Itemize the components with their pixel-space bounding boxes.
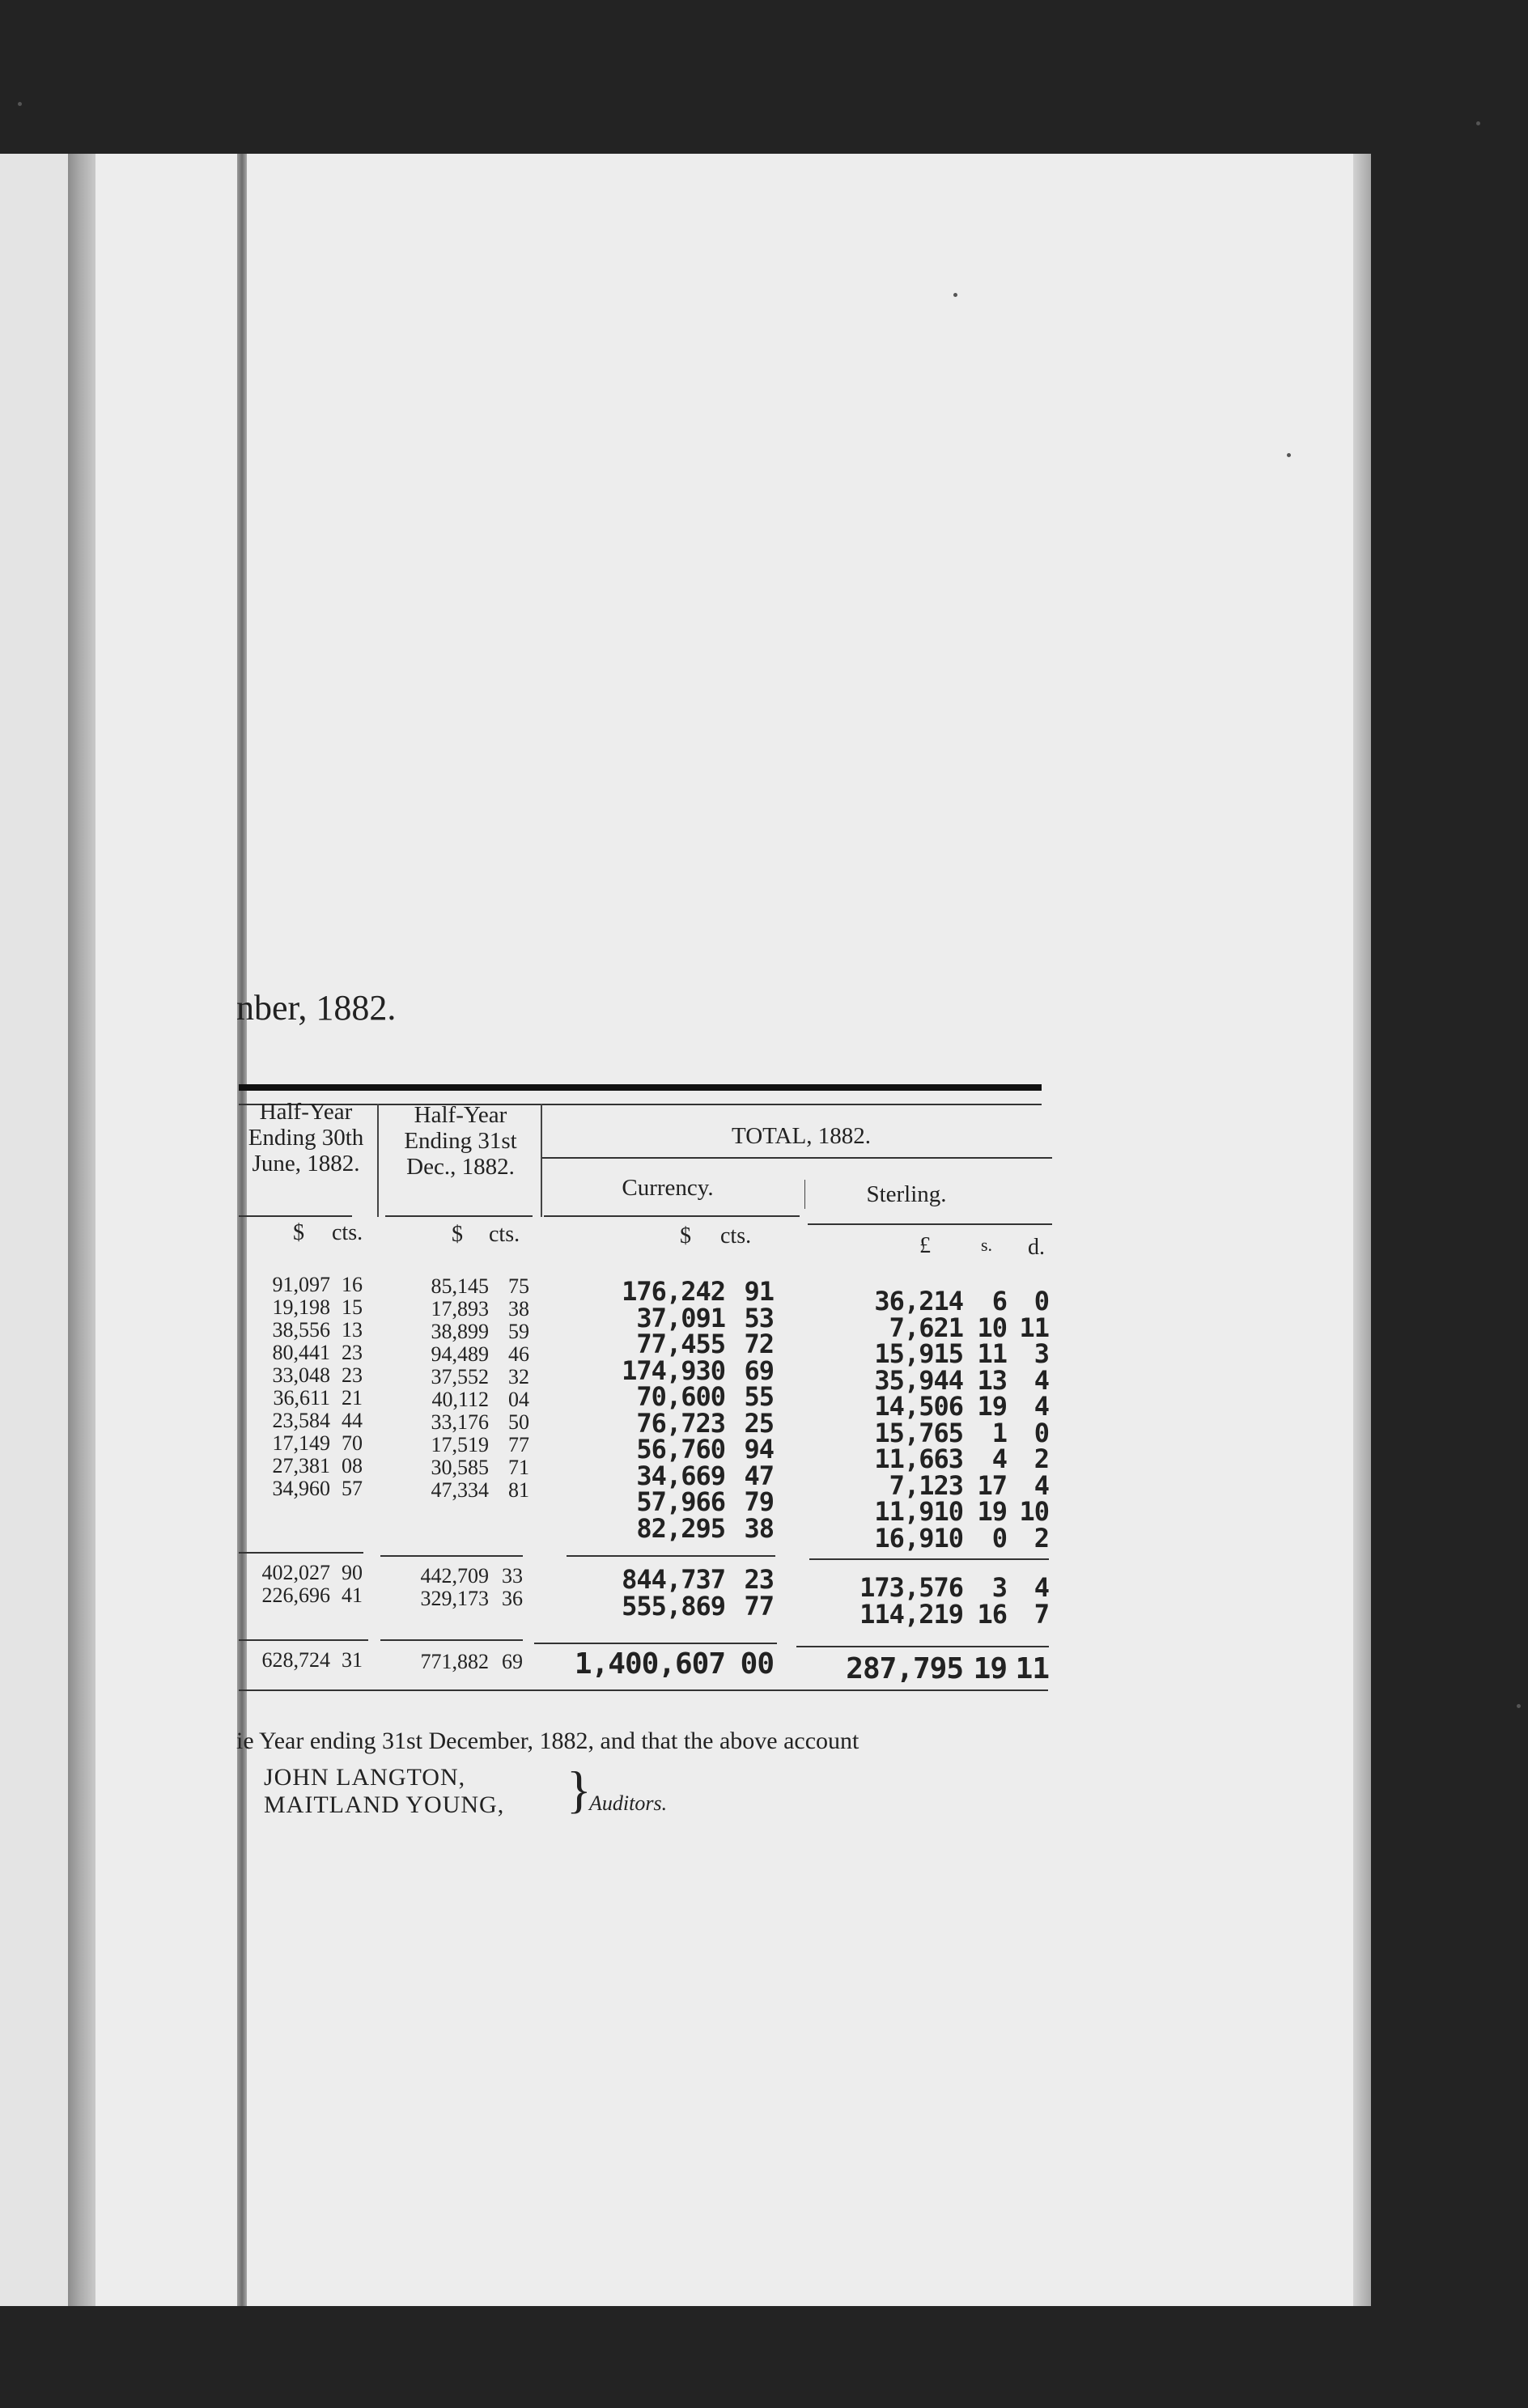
- table-cell: 50: [508, 1410, 529, 1434]
- table-cell: 23: [744, 1564, 774, 1595]
- total-rule-h1: [239, 1639, 368, 1641]
- unit-cts: cts.: [332, 1220, 363, 1245]
- table-cell: 79: [744, 1486, 774, 1517]
- table-cell: 2: [1034, 1522, 1049, 1554]
- header-line: June, 1882.: [252, 1151, 360, 1176]
- table-cell: 80,441: [272, 1341, 330, 1364]
- table-cell: 47,334: [431, 1478, 489, 1502]
- table-cell: 38,556: [272, 1318, 330, 1342]
- table-cell: 15,765: [874, 1417, 963, 1448]
- table-cell: 94: [744, 1434, 774, 1465]
- table-cell: 57,966: [636, 1486, 725, 1517]
- table-cell: 13: [342, 1318, 363, 1342]
- scan-speck: [18, 102, 22, 106]
- table-cell: 2: [1034, 1444, 1049, 1474]
- table-cell: 1: [991, 1417, 1007, 1448]
- table-cell: 38: [744, 1512, 774, 1544]
- table-cell: 46: [508, 1342, 529, 1366]
- total-currency-cents: 00: [740, 1647, 774, 1681]
- table-cell: 442,709: [420, 1564, 489, 1588]
- total-h2-cents: 69: [502, 1650, 523, 1673]
- unit-dollar: $: [293, 1220, 304, 1245]
- table-cell: 23: [342, 1363, 363, 1387]
- table-cell: 47: [744, 1460, 774, 1491]
- table-cell: 13: [977, 1364, 1007, 1396]
- table-cell: 17: [977, 1469, 1007, 1501]
- unit-pound: £: [919, 1233, 931, 1258]
- total-currency-dollars: 1,400,607: [574, 1647, 725, 1681]
- subtotal-h1-dollars: [240, 1562, 330, 1607]
- h1-cents-column: [335, 1274, 363, 1500]
- table-cell: 4: [1034, 1391, 1049, 1422]
- table-cell: 44: [342, 1409, 363, 1432]
- table-cell: 555,869: [622, 1590, 725, 1622]
- unit-shillings: s.: [981, 1235, 993, 1255]
- table-cell: 36: [502, 1587, 523, 1610]
- header-currency: Currency.: [622, 1175, 714, 1201]
- table-cell: 91,097: [272, 1273, 330, 1296]
- table-cell: 3: [991, 1572, 1007, 1603]
- table-cell: 91: [744, 1276, 774, 1307]
- total-h1-dollars: 628,724: [261, 1648, 330, 1672]
- total-h2-dollars: 771,882: [420, 1650, 489, 1673]
- table-cell: 23,584: [272, 1409, 330, 1432]
- table-cell: 38: [508, 1297, 529, 1321]
- h1-dollars-column: [243, 1274, 330, 1500]
- table-cell: 75: [508, 1274, 529, 1298]
- subtotal-rule-h1: [239, 1552, 363, 1554]
- table-cell: 71: [508, 1456, 529, 1479]
- table-cell: 33,048: [272, 1363, 330, 1387]
- header-line: Ending 31st: [404, 1128, 517, 1154]
- table-cell: 33,176: [431, 1410, 489, 1434]
- header-line: Half-Year: [259, 1099, 353, 1125]
- table-cell: 114,219: [860, 1598, 963, 1630]
- table-cell: 4: [991, 1444, 1007, 1474]
- table-cell: 57: [342, 1477, 363, 1500]
- auditor-name: JOHN LANGTON,: [264, 1764, 466, 1791]
- table-cell: 33: [502, 1564, 523, 1588]
- scan-speck: [1476, 121, 1480, 125]
- table-cell: 82,295: [636, 1512, 725, 1544]
- brace-icon: }: [567, 1761, 592, 1818]
- table-cell: 90: [342, 1561, 363, 1584]
- table-cell: 19,198: [272, 1295, 330, 1319]
- table-cell: 53: [744, 1302, 774, 1333]
- table-cell: 72: [744, 1329, 774, 1359]
- table-cell: 77: [508, 1433, 529, 1456]
- table-cell: 174,930: [622, 1354, 725, 1386]
- table-cell: 21: [342, 1386, 363, 1410]
- table-cell: 4: [1034, 1364, 1049, 1396]
- unit-dollar: $: [452, 1222, 463, 1247]
- table-cell: 35,944: [874, 1364, 963, 1396]
- table-cell: 04: [508, 1388, 529, 1411]
- unit-dollar: $: [680, 1223, 691, 1249]
- h2-header-rule: [385, 1215, 533, 1217]
- total-rule-currency: [534, 1643, 777, 1644]
- currency-header-rule: [544, 1215, 800, 1217]
- table-cell: 76,723: [636, 1407, 725, 1439]
- currency-cents-column: [732, 1276, 774, 1544]
- sterling-pounds-column: [817, 1286, 963, 1554]
- table-cell: 329,173: [420, 1587, 489, 1610]
- subtotal-currency-dollars: [558, 1564, 725, 1622]
- total-sterling-pence: 11: [1015, 1652, 1049, 1685]
- table-cell: 844,737: [622, 1564, 725, 1595]
- table-cell: 17,519: [431, 1433, 489, 1456]
- total-sterling-shillings: 19: [973, 1652, 1007, 1685]
- table-cell: 19: [977, 1391, 1007, 1422]
- table-cell: 23: [342, 1341, 363, 1364]
- table-cell: 70,600: [636, 1381, 725, 1412]
- subtotal-h2-cents: [494, 1565, 523, 1610]
- auditors-label: Auditors.: [589, 1791, 668, 1815]
- table-cell: 11: [1019, 1312, 1049, 1343]
- header-line: Ending 30th: [248, 1125, 364, 1151]
- table-cell: 17,893: [431, 1297, 489, 1321]
- table-cell: 16: [977, 1598, 1007, 1630]
- table-cell: 25: [744, 1407, 774, 1439]
- subtotal-rule-currency: [567, 1555, 775, 1557]
- sterling-pence-column: [1010, 1286, 1049, 1554]
- table-cell: 36,611: [273, 1386, 330, 1410]
- unit-pence: d.: [1028, 1235, 1045, 1260]
- total-rule-h2: [380, 1639, 523, 1641]
- certification-text: ie Year ending 31st December, 1882, and that the above account: [236, 1728, 860, 1754]
- table-cell: 38,899: [431, 1320, 489, 1343]
- subtotal-h1-cents: [335, 1562, 363, 1607]
- col-divider-1: [377, 1104, 379, 1217]
- gutter-shadow: [68, 154, 96, 2306]
- table-cell: 7,621: [889, 1312, 963, 1343]
- unit-cts: cts.: [489, 1222, 520, 1247]
- table-cell: 85,145: [431, 1274, 489, 1298]
- table-cell: 4: [1034, 1469, 1049, 1501]
- header-total: TOTAL, 1882.: [732, 1123, 871, 1149]
- table-cell: 36,214: [874, 1286, 963, 1316]
- sterling-header-rule: [808, 1223, 1052, 1225]
- total-h1-cents: 31: [342, 1648, 363, 1672]
- scan-speck: [1287, 453, 1291, 457]
- table-cell: 08: [342, 1454, 363, 1477]
- unit-cts: cts.: [720, 1223, 752, 1249]
- table-top-rule: [239, 1084, 1042, 1091]
- page-heading: nber, 1882.: [236, 988, 397, 1028]
- table-cell: 6: [991, 1286, 1007, 1316]
- table-cell: 11,663: [874, 1444, 963, 1474]
- scan-speck: [1517, 1704, 1521, 1708]
- subtotal-rule-sterling: [809, 1558, 1049, 1560]
- total-rule-sterling: [796, 1646, 1049, 1647]
- table-cell: 30,585: [431, 1456, 489, 1479]
- table-cell: 77: [744, 1590, 774, 1622]
- table-cell: 37,552: [431, 1365, 489, 1388]
- table-cell: 16: [342, 1273, 363, 1296]
- subtotal-sterling-pence: [1010, 1572, 1049, 1630]
- table-cell: 34,960: [272, 1477, 330, 1500]
- table-bottom-rule: [239, 1689, 1048, 1691]
- page-fold: [237, 154, 247, 2306]
- header-line: Half-Year: [414, 1102, 507, 1128]
- table-cell: 176,242: [622, 1276, 725, 1307]
- table-cell: 34,669: [636, 1460, 725, 1491]
- table-cell: 4: [1034, 1572, 1049, 1603]
- table-cell: 226,696: [261, 1583, 330, 1607]
- table-cell: 15: [342, 1295, 363, 1319]
- h2-cents-column: [494, 1275, 529, 1502]
- table-cell: 173,576: [860, 1572, 963, 1603]
- table-cell: 41: [342, 1583, 363, 1607]
- table-cell: 17,149: [272, 1431, 330, 1455]
- table-cell: 0: [1034, 1286, 1049, 1316]
- table-cell: 59: [508, 1320, 529, 1343]
- currency-dollars-column: [558, 1276, 725, 1544]
- table-cell: 69: [744, 1354, 774, 1386]
- table-cell: 81: [508, 1478, 529, 1502]
- table-cell: 10: [977, 1312, 1007, 1343]
- subtotal-currency-cents: [732, 1564, 774, 1622]
- header-half-year-june: [236, 1099, 376, 1176]
- table-cell: 3: [1034, 1338, 1049, 1369]
- table-cell: 10: [1019, 1496, 1049, 1527]
- col-divider-2: [541, 1104, 542, 1217]
- auditor-name: MAITLAND YOUNG,: [264, 1791, 505, 1818]
- table-cell: 15,915: [874, 1338, 963, 1369]
- table-cell: 11: [977, 1338, 1007, 1369]
- sterling-shillings-column: [966, 1286, 1007, 1554]
- header-sterling: Sterling.: [866, 1181, 947, 1207]
- table-cell: 7: [1034, 1598, 1049, 1630]
- table-cell: 7,123: [889, 1469, 963, 1501]
- table-cell: 19: [977, 1496, 1007, 1527]
- table-cell: 0: [991, 1522, 1007, 1554]
- subtotal-rule-h2: [380, 1555, 523, 1557]
- table-cell: 27,381: [272, 1454, 330, 1477]
- table-cell: 56,760: [636, 1434, 725, 1465]
- table-cell: 55: [744, 1381, 774, 1412]
- table-cell: 77,455: [636, 1329, 725, 1359]
- table-cell: 0: [1034, 1417, 1049, 1448]
- table-cell: 14,506: [874, 1391, 963, 1422]
- subtotal-sterling-pounds: [817, 1572, 963, 1630]
- scan-speck: [953, 293, 957, 297]
- h2-dollars-column: [405, 1275, 489, 1502]
- total-sterling-pounds: 287,795: [846, 1652, 963, 1685]
- subtotal-h2-dollars: [400, 1565, 489, 1610]
- subtotal-sterling-shillings: [966, 1572, 1007, 1630]
- currency-sterling-divider: [804, 1180, 805, 1209]
- header-half-year-dec: [384, 1102, 537, 1180]
- header-line: Dec., 1882.: [406, 1154, 515, 1180]
- table-cell: 94,489: [431, 1342, 489, 1366]
- table-cell: 40,112: [431, 1388, 489, 1411]
- table-cell: 37,091: [636, 1302, 725, 1333]
- table-cell: 402,027: [261, 1561, 330, 1584]
- page-edge: [1353, 154, 1371, 2306]
- table-cell: 32: [508, 1365, 529, 1388]
- table-cell: 11,910: [874, 1496, 963, 1527]
- h1-header-rule: [239, 1215, 352, 1217]
- table-cell: 16,910: [874, 1522, 963, 1554]
- table-cell: 70: [342, 1431, 363, 1455]
- total-under-rule: [542, 1157, 1052, 1159]
